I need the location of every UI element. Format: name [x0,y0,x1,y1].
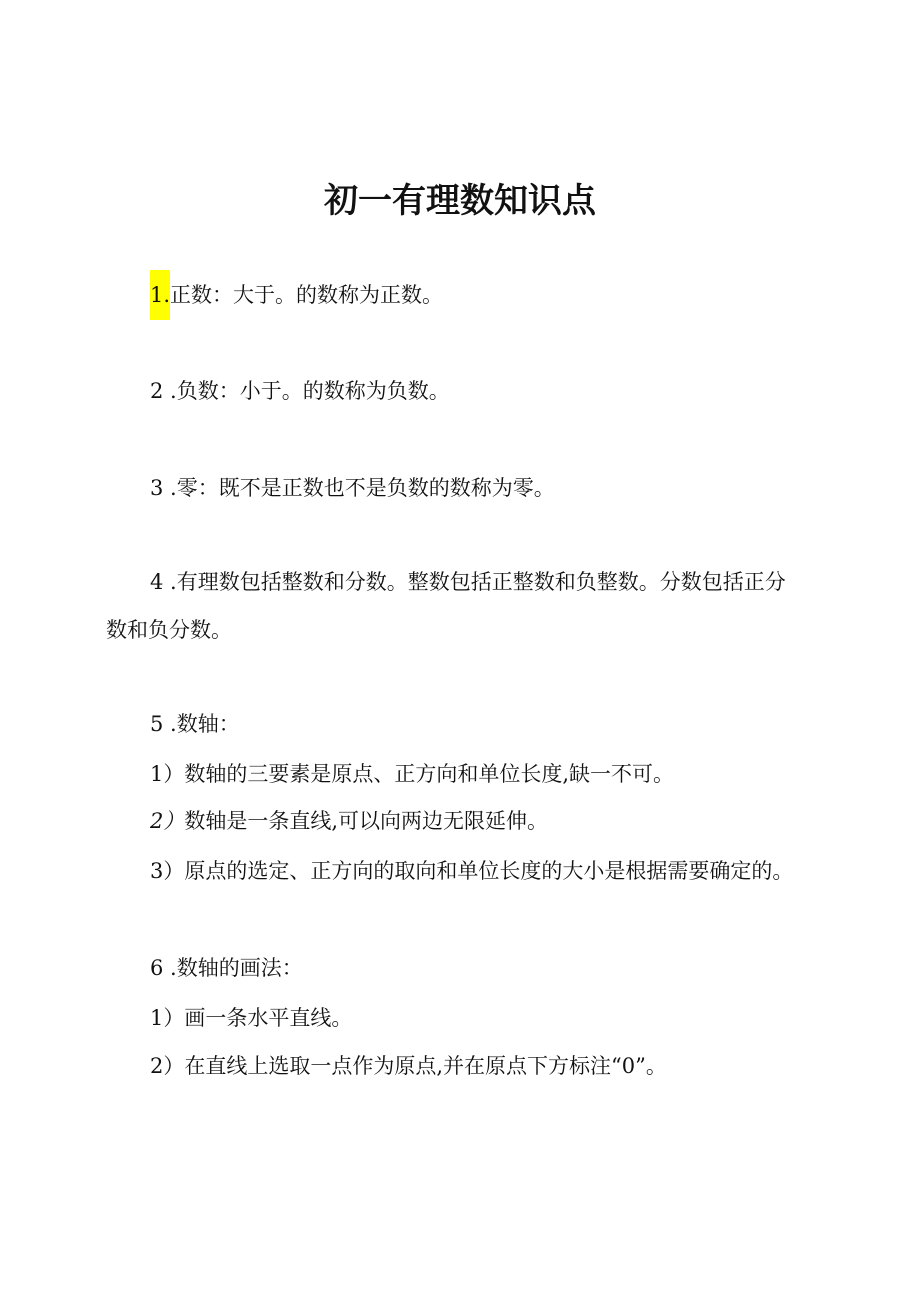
item-4-text: .有理数包括整数和分数。整数包括正整数和负整数。分数包括正分 [163,570,786,594]
item-6-number: 6 [150,956,164,980]
item-3-text: .零：既不是正数也不是负数的数称为零。 [163,476,555,500]
item-5 [150,709,240,739]
item-3-number: 3 [150,476,164,500]
document-title: 初一有理数知识点 [324,181,596,221]
item-2-text: .负数：小于。的数称为负数。 [163,379,450,403]
item-2-number: 2 [150,379,164,403]
axis-point-3-text: 原点的选定、正方向的取向和单位长度的大小是根据需要确定的。 [184,859,794,883]
item-6 [150,953,303,983]
item-1-number-highlighted: 1. [150,270,170,320]
item-5-number: 5 [150,712,164,736]
item-1-text: 正数：大于。的数称为正数。 [170,283,444,307]
item-6-text: .数轴的画法： [163,956,303,980]
axis-point-3-number: 3） [150,859,185,883]
item-1 [150,280,443,310]
drawing-step-1-number: 1） [150,1006,185,1030]
item-4-number: 4 [150,570,164,594]
axis-point-1-text: 数轴的三要素是原点、正方向和单位长度,缺一不可。 [184,762,675,786]
axis-point-3 [150,856,793,886]
axis-point-2-number: 2） [150,809,185,833]
axis-point-1 [150,759,674,789]
item-5-text: .数轴： [163,712,240,736]
axis-point-2-text: 数轴是一条直线,可以向两边无限延伸。 [184,809,549,833]
item-3 [150,473,555,503]
item-4 [150,567,786,597]
drawing-step-1 [150,1003,352,1033]
item-4-continuation: 数和负分数。 [106,618,232,642]
axis-point-2 [150,806,548,836]
drawing-step-2-number: 2） [150,1054,185,1078]
item-2 [150,376,450,406]
drawing-step-2 [150,1051,667,1081]
axis-point-1-number: 1） [150,762,185,786]
drawing-step-2-text: 在直线上选取一点作为原点,并在原点下方标注“0”。 [184,1054,667,1078]
drawing-step-1-text: 画一条水平直线。 [184,1006,353,1030]
